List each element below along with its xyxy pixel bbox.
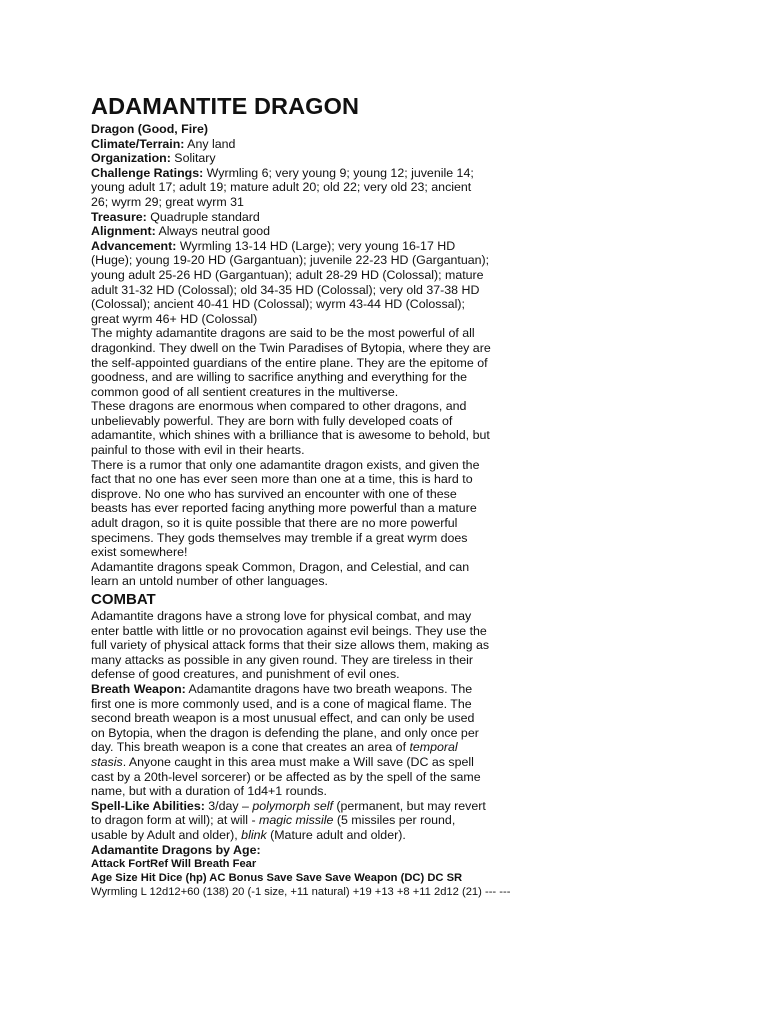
stat-organization [91,151,491,166]
stat-value: Wyrmling 6; very young 9; young 12; juvenile 14; young adult 17; adult 19; mature adult 20; old 22; very old 23; ancient 26; wyrm 29; great wyrm 31 [91,165,474,209]
sla-italic: magic missile [259,813,334,828]
spell-like-abilities-label: Spell-Like Abilities: [91,798,205,813]
stat-challenge-ratings [91,166,491,210]
stat-value: Wyrmling 13-14 HD (Large); very young 16-17 HD (Huge); young 19-20 HD (Gargantuan); juvenile 22-23 HD (Gargantuan); young adult 25-26 HD (Gargantuan); adult 28-29 HD (Colossal); mature adult 31-32 HD (Colossal); old 34-35 HD (Colossal); very old 37-38 HD (Colossal); ancient 40-41 HD (Colossal); wyrm 43-44 HD (Colossal); great wyrm 46+ HD (Colossal) [91,238,490,326]
age-table-row: Wyrmling L 12d12+60 (138) 20 (-1 size, +11 natural) +19 +13 +8 +11 2d12 (21) --- --- [91,886,511,899]
stat-label: Alignment: [91,224,156,239]
stat-value: Solitary [170,151,216,166]
sla-italic: blink [241,827,267,842]
stat-value: Always neutral good [155,224,271,239]
sla-text: (permanent, but may revert to dragon form at will); at will - [91,798,486,828]
breath-weapon-label: Breath Weapon: [91,681,186,696]
breath-weapon-paragraph [91,682,491,799]
page-title: ADAMANTITE DRAGON [91,93,360,119]
combat-heading: COMBAT [91,591,156,608]
stat-label: Advancement: [91,238,177,253]
stat-label: Organization: [91,151,171,166]
sla-text: 3/day – [204,798,253,813]
stat-label: Treasure: [91,209,147,224]
description-paragraph: Adamantite dragons speak Common, Dragon, and Celestial, and can learn an untold number of other languages. [91,559,470,589]
type-line: Dragon (Good, Fire) [91,122,209,136]
stat-treasure [91,210,491,225]
document-page [91,92,511,899]
stat-advancement [91,239,491,327]
age-table-heading: Adamantite Dragons by Age: [91,842,261,857]
stat-label: Challenge Ratings: [91,165,204,180]
breath-weapon-text: . Anyone caught in this area must make a Will save (DC as spell cast by a 20th-level sorcerer) or be affected as by the spell of the same name, but with a duration of 1d4+1 rounds. [91,754,481,799]
description-paragraph: There is a rumor that only one adamantite dragon exists, and given the fact that no one has ever seen more than one at a time, this is hard to disprove. No one who has survived an encounter with one of these beasts has ever reported facing anything more powerful than a mature adult dragon, so it is quite possible that there are no more powerful specimens. They gods themselves may tremble if a great wyrm does exist somewhere! [91,457,480,560]
stat-value: Quadruple standard [146,209,260,224]
stat-alignment [91,224,491,239]
breath-weapon-italic: temporal stasis [91,740,458,769]
sla-text: (Mature adult and older). [266,827,406,842]
description-paragraph: These dragons are enormous when compared to other dragons, and unbelievably powerful. They are born with fully developed coats of adamantite, which shines with a brilliance that is awesome to behold, but painful to those with evil in their hearts. [91,399,490,458]
age-table-header-row: Attack FortRef Will Breath Fear [91,858,257,871]
breath-weapon-text: Adamantite dragons have two breath weapons. The first one is more commonly used, and is a cone of magical flame. The second breath weapon is a most unusual effect, and can only be used on Bytopia, when the dragon is defending the plane, and only once per day. This breath weapon is a cone that creates an area of [91,681,479,755]
stat-label: Climate/Terrain: [91,136,185,151]
stat-value: Any land [184,136,236,151]
combat-paragraph: Adamantite dragons have a strong love for physical combat, and may enter battle with little or no provocation against evil beings. They use the full variety of physical attack forms that their size allows them, making as many attacks as possible in any given round. They are tireless in their defense of good creatures, and punishment of evil ones. [91,609,490,682]
sla-italic: polymorph self [252,798,333,813]
age-table-header-row: Age Size Hit Dice (hp) AC Bonus Save Save Save Weapon (DC) DC SR [91,872,463,885]
spell-like-abilities-paragraph [91,799,491,843]
sla-text: (5 missiles per round, usable by Adult and older), [91,813,456,842]
description-paragraph: The mighty adamantite dragons are said to be the most powerful of all dragonkind. They dwell on the Twin Paradises of Bytopia, where they are the self-appointed guardians of the entire plane. They are the epitome of goodness, and are willing to sacrifice anything and everything for the common good of all sentient creatures in the multiverse. [91,326,491,399]
stat-climate [91,137,491,152]
